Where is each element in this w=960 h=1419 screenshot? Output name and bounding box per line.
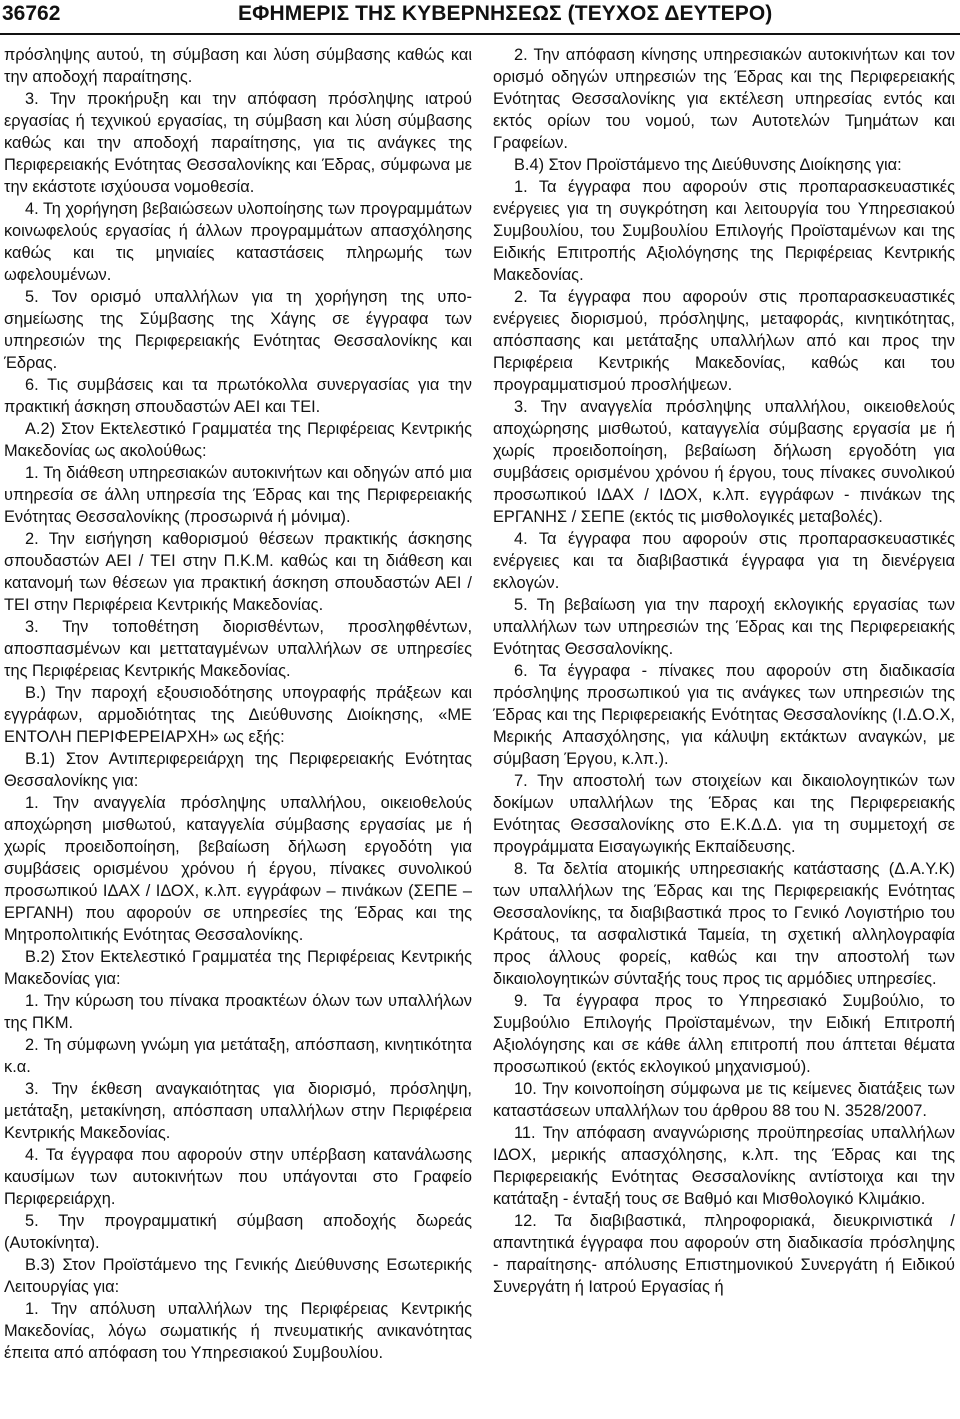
left-column [4, 44, 472, 1364]
paragraph: 3. Την προκήρυξη και την απόφαση πρόσληψης ιατρού εργασίας ή τεχνικού εργασίας, τη σύμβαση και λύση σύμβασης καθώς και την αποδοχή παραίτησης, για τις ανάγκες της Περιφερειακής Ενότητας Θεσσαλονίκης και Έδρας, σύμφωνα με την εκάστοτε ισχύουσα νομοθεσία. [4, 90, 472, 196]
paragraph: 4. Τη χορήγηση βεβαιώσεων υλοποίησης των προγραμμάτων κοινωφελούς εργασίας ή άλλων προγραμμάτων απασχόλησης καθώς και τις μηνιαίες καταστάσεις πληρωμής των ωφελουμένων. [4, 200, 472, 284]
gazette-title: ΕΦΗΜΕΡΙΣ ΤΗΣ ΚΥΒΕΡΝΗΣΕΩΣ (ΤΕΥΧΟΣ ΔΕΥΤΕΡΟ) [238, 2, 773, 25]
paragraph: 1. Την απόλυση υπαλλήλων της Περιφέρειας Κεντρικής Μακεδονίας, λόγω σωματικής ή πνευματικής ανικανότητας έπειτα από απόφαση του Υπηρεσιακού Συμβουλίου. [4, 1300, 472, 1362]
paragraph: 1. Τη διάθεση υπηρεσιακών αυτοκινήτων και οδηγών από μια υπηρεσία σε άλλη υπηρεσία της Έδρας και της Περιφερειακής Ενότητας Θεσσαλονίκης (προσωρινά ή μόνιμα). [4, 464, 472, 526]
paragraph: 2. Την απόφαση κίνησης υπηρεσιακών αυτοκινήτων και τον ορισμό οδηγών υπηρεσιών της Έδρας και της Περιφερειακής Ενότητας Θεσσαλονίκης για εκτέλεση υπηρεσίας εντός και εκτός ορίων του νομού, των Αυτοτελών Τμημάτων και Γραφείων. [493, 46, 955, 152]
paragraph: Β.) Την παροχή εξουσιοδότησης υπογραφής πράξεων και εγγράφων, αρμοδιότητας της Διεύθυνσης Διοίκησης, «ΜΕ ΕΝΤΟΛΗ ΠΕΡΙΦΕΡΕΙΑΡΧΗ» ως εξής: [4, 684, 472, 746]
paragraph: Β.1) Στον Αντιπεριφερειάρχη της Περιφερειακής Ενότητας Θεσσαλονίκης για: [4, 750, 472, 790]
paragraph: 9. Τα έγγραφα προς το Υπηρεσιακό Συμβούλιο, το Συμβούλιο Επιλογής Προϊσταμένων, την Ειδική Επιτροπή Αξιολόγησης και σε κάθε άλλη επιτροπή που άπτεται θέματα προσωπικού (εκτός εκλογικού μηχανισμού). [493, 992, 955, 1076]
page-header [0, 0, 960, 32]
header-rule [0, 33, 960, 35]
paragraph: Α.2) Στον Εκτελεστικό Γραμματέα της Περιφέρειας Κεντρικής Μακεδονίας ως ακολούθως: [4, 420, 472, 460]
paragraph: 11. Την απόφαση αναγνώρισης προϋπηρεσίας υπαλλήλων ΙΔΟΧ, μερικής απασχόλησης, κ.λπ. της Έδρας και της Περιφερειακής Ενότητας Θεσσαλονίκης αντίστοιχα και την κατάταξη - ένταξή τους σε Βαθμό και Μισθολογικό Κλιμάκιο. [493, 1124, 955, 1208]
paragraph: Β.2) Στον Εκτελεστικό Γραμματέα της Περιφέρειας Κεντρικής Μακεδονίας για: [4, 948, 472, 988]
paragraph: 3. Την αναγγελία πρόσληψης υπαλλήλου, οικειοθελούς αποχώρησης μισθωτού, καταγγελία σύμβασης εργασία με ή χωρίς προειδοποίηση, βεβαίωση δήλωση εργοδότη για συμβάσεις ορισμένου χρόνου ή έργου, τους πίνακες συνολικού προσωπικού ΙΔΑΧ / ΙΔΟΧ, κ.λπ. εγγράφων - πινάκων της ΕΡΓΑΝΗΣ / ΣΕΠΕ (εκτός τις μισθολογικές μεταβολές). [493, 398, 955, 526]
paragraph: 4. Τα έγγραφα που αφορούν στην υπέρβαση κατανάλωσης καυσίμων των αυτοκινήτων που υπάγονται στο Γραφείο Περιφερειάρχη. [4, 1146, 472, 1208]
paragraph: 5. Την προγραμματική σύμβαση αποδοχής δωρεάς (Αυτοκίνητα). [4, 1212, 472, 1252]
paragraph: 3. Την έκθεση αναγκαιότητας για διορισμό, πρόσληψη, μετάταξη, μετακίνηση, απόσπαση υπαλλήλων στην Περιφέρεια Κεντρικής Μακεδονίας. [4, 1080, 472, 1142]
paragraph: Β.4) Στον Προϊστάμενο της Διεύθυνσης Διοίκησης για: [514, 156, 902, 174]
paragraph: 7. Την αποστολή των στοιχείων και δικαιολογητικών των δοκίμων υπαλλήλων της Έδρας και της Περιφερειακής Ενότητας Θεσσαλονίκης στο Ε.Κ.Δ.Δ. για τη συμμετοχή σε προγράμματα Εισαγωγικής Εκπαίδευσης. [493, 772, 955, 856]
paragraph: 2. Τα έγγραφα που αφορούν στις προπαρασκευαστικές ενέργειες διορισμού, πρόσληψης, μεταφοράς, κινητικότητας, απόσπασης και μετάταξης υπαλλήλων από και προς την Περιφέρεια Κεντρικής Μακεδονίας, καθώς και του προγραμματισμού προσλήψεων. [493, 288, 955, 394]
paragraph: 2. Την εισήγηση καθορισμού θέσεων πρακτικής άσκησης σπουδαστών ΑΕΙ / ΤΕΙ στην Π.Κ.Μ. καθώς και τη διάθεση και κατανομή των θέσεων για πρακτική άσκηση σπουδαστών ΑΕΙ / ΤΕΙ στην Περιφέρεια Κεντρικής Μακεδονίας. [4, 530, 472, 614]
paragraph: 2. Τη σύμφωνη γνώμη για μετάταξη, απόσπαση, κινητικότητα κ.α. [4, 1036, 472, 1076]
paragraph: 4. Τα έγγραφα που αφορούν στις προπαρασκευαστικές ενέργειες και τα διαβιβαστικά έγγραφα για τη διενέργεια εκλογών. [493, 530, 955, 592]
page-number: 36762 [2, 2, 61, 25]
paragraph: 8. Τα δελτία ατομικής υπηρεσιακής κατάστασης (Δ.Α.Υ.Κ) των υπαλλήλων της Έδρας και της Περιφερειακής Ενότητας Θεσσαλονίκης, τα διαβιβαστικά προς το Γενικό Λογιστήριο του Κράτους, τα ασφαλιστικά Ταμεία, τη σχετική αλληλογραφία προς άλλους φορείς, καθώς και την αποστολή των δικαιολογητικών σύνταξής τους προς τις αρμόδιες υπηρεσίες. [493, 860, 955, 988]
paragraph: πρόσληψης αυτού, τη σύμβαση και λύση σύμβασης καθώς και την αποδοχή παραίτησης. [4, 46, 472, 86]
paragraph: 1. Την αναγγελία πρόσληψης υπαλλήλου, οικειοθελούς αποχώρηση μισθωτού, καταγγελία σύμβασης εργασίας με ή χωρίς προειδοποίηση, βεβαίωση δήλωση εργοδότη για συμβάσεις ορισμένου χρόνου ή έργου, πίνακες συνολικού προσωπικού ΙΔΑΧ / ΙΔΟΧ, κ.λπ. εγγράφων – πινάκων (ΣΕΠΕ – ΕΡΓΑΝΗ) που αφορούν σε υπηρεσίες της Έδρας και της Μητροπολιτικής Ενότητας Θεσσαλονίκης. [4, 794, 472, 944]
paragraph: 6. Τις συμβάσεις και τα πρωτόκολλα συνεργασίας για την πρακτική άσκηση σπουδαστών ΑΕΙ και ΤΕΙ. [4, 376, 472, 416]
paragraph: 5. Τη βεβαίωση για την παροχή εκλογικής εργασίας των υπαλλήλων των υπηρεσιών της Έδρας και της Περιφερειακής Ενότητας Θεσσαλονίκης. [493, 596, 955, 658]
paragraph: 5. Τον ορισμό υπαλλήλων για τη χορήγηση της υποσημείωσης της Σύμβασης της Χάγης σε έγγραφα των υπηρεσιών της Περιφερειακής Ενότητας Θεσσαλονίκης και Έδρας. [4, 288, 472, 372]
paragraph: 12. Τα διαβιβαστικά, πληροφοριακά, διευκρινιστικά / απαντητικά έγγραφα που αφορούν στη διαδικασία πρόσληψης - παραίτησης- απόλυσης Επιστημονικού Συνεργάτη ή Ειδικού Συνεργάτη ή Ιατρού Εργασίας ή [493, 1212, 955, 1296]
paragraph: 10. Την κοινοποίηση σύμφωνα με τις κείμενες διατάξεις των καταστάσεων υπαλλήλων του άρθρου 88 του Ν. 3528/2007. [493, 1080, 955, 1120]
paragraph: 1. Την κύρωση του πίνακα προακτέων όλων των υπαλλήλων της ΠΚΜ. [4, 992, 472, 1032]
paragraph: 3. Την τοποθέτηση διορισθέντων, προσληφθέντων, αποσπασμένων και μετταταγμένων υπαλλήλων σε υπηρεσίες της Περιφέρειας Κεντρικής Μακεδονίας. [4, 618, 472, 680]
paragraph: 6. Τα έγγραφα - πίνακες που αφορούν στη διαδικασία πρόσληψης προσωπικού για τις ανάγκες των υπηρεσιών της Έδρας και της Περιφερειακής Ενότητας Θεσσαλονίκης (Ι.Δ.Ο.Χ, Μερικής Απασχόλησης, για κάλυψη εκτάκτων αναγκών, με σύμβαση Έργου, κ.λπ.). [493, 662, 955, 768]
paragraph: 1. Τα έγγραφα που αφορούν στις προπαρασκευαστικές ενέργειες για τη συγκρότηση και λειτουργία του Υπηρεσιακού Συμβουλίου, του Συμβουλίου Επιλογής Προϊσταμένων και της Ειδικής Επιτροπής Αξιολόγησης της Περιφέρειας Κεντρικής Μακεδονίας. [493, 178, 955, 284]
right-column [493, 44, 955, 1298]
paragraph: Β.3) Στον Προϊστάμενο της Γενικής Διεύθυνσης Εσωτερικής Λειτουργίας για: [4, 1256, 472, 1296]
